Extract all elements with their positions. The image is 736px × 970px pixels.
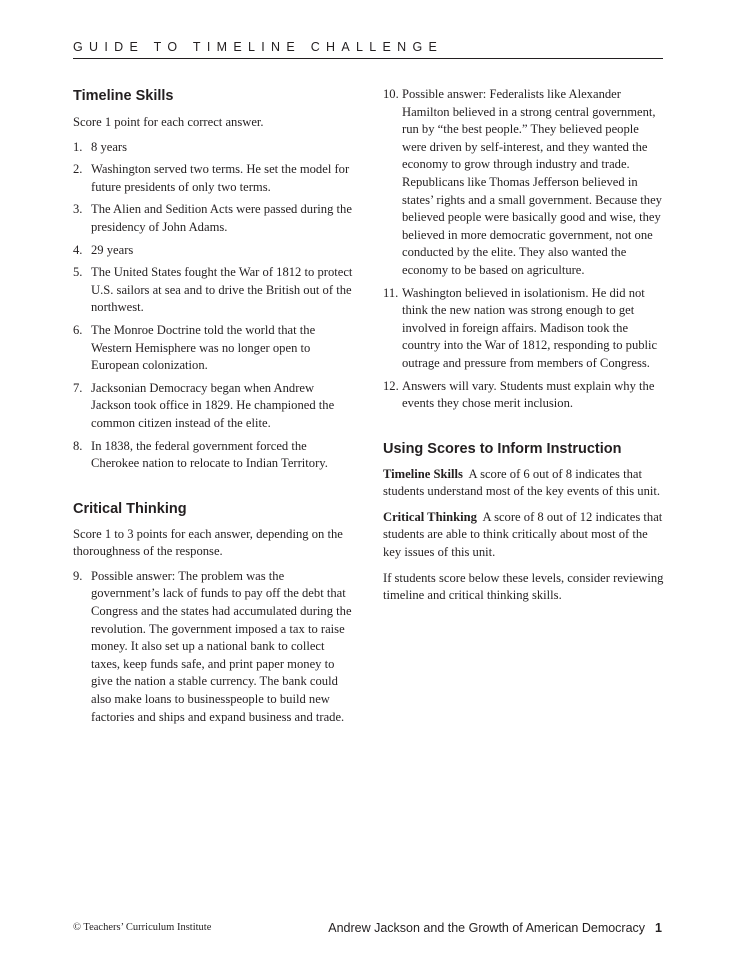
item-number: 1.: [73, 139, 83, 154]
critical-thinking-intro: Score 1 to 3 points for each answer, depending on the thoroughness of the response.: [73, 526, 343, 559]
score-paragraph-critical: [383, 509, 665, 562]
item-number: 7.: [73, 380, 83, 395]
item-text: Washington served two terms. He set the model for future presidents of only two terms.: [91, 162, 350, 194]
item-text: Answers will vary. Students must explain why the events they chose merit inclusion.: [402, 378, 655, 411]
item-text: In 1838, the federal government forced the Cherokee nation to relocate to Indian Territory.: [91, 438, 328, 471]
item-text: Jacksonian Democracy began when Andrew Jackson took office in 1829. He championed the common citizen instead of the elite.: [91, 380, 335, 430]
item-text: 8 years: [91, 139, 128, 154]
right-column: [383, 86, 665, 605]
timeline-skills-list: [73, 139, 355, 473]
item-number: 10.: [383, 87, 399, 101]
timeline-skills-heading: Timeline Skills: [73, 88, 174, 104]
item-number: 8.: [73, 438, 83, 453]
list-item: [73, 264, 355, 317]
item-text: Possible answer: Federalists like Alexander Hamilton believed in a strong central government, run by “the best people.” They believed people were driven by self-interest, and they wanted the economy to grow through industry and trade. Republicans like Thomas Jefferson believed in states’ rights and a small government. Because they believed people were basically good and wise, they believed in more democratic government, not one conducted by the elite. They also wanted the economy to be based on agriculture.: [402, 87, 662, 277]
score-paragraph-text: A score of 8 out of 12 indicates that students are able to think critically about most of the key issues of this unit.: [383, 509, 663, 560]
copyright-notice: © Teachers’ Curriculum Institute: [73, 922, 212, 933]
item-number: 9.: [73, 568, 83, 583]
score-paragraph-text: A score of 6 out of 8 indicates that students understand most of the key events of this unit.: [383, 466, 661, 499]
list-item: [73, 201, 355, 236]
score-paragraph-remediation: [383, 570, 665, 605]
score-paragraph-timeline: [383, 466, 665, 501]
list-item: [73, 568, 355, 726]
score-paragraph-text: If students score below these levels, consider reviewing timeline and critical thinking skills.: [383, 570, 664, 603]
book-title: Andrew Jackson and the Growth of American Democracy: [328, 921, 646, 935]
item-text: The United States fought the War of 1812 to protect U.S. sailors at sea and to drive the British out of the northwest.: [91, 265, 353, 315]
item-text: Possible answer: The problem was the government’s lack of funds to pay off the debt that Congress and the states had accumulated during the revolution. The government imposed a tax to raise money. It also set up a national bank to collect taxes, keep funds safe, and print paper money to give the nation a stable currency. The bank could also make loans to businesspeople to build new factories and ships and expand business and trade.: [91, 568, 352, 724]
list-item: [73, 438, 355, 473]
running-footer: [328, 921, 662, 935]
list-item: [73, 161, 355, 196]
critical-thinking-heading: Critical Thinking: [73, 500, 187, 517]
item-number: 11.: [383, 285, 399, 300]
item-text: The Alien and Sedition Acts were passed during the presidency of John Adams.: [91, 202, 352, 234]
item-text: 29 years: [91, 242, 134, 257]
item-text: The Monroe Doctrine told the world that the Western Hemisphere was no longer open to European colonization.: [91, 322, 316, 373]
item-number: 2.: [73, 162, 83, 177]
item-text: Washington believed in isolationism. He did not think the new nation was strong enough to get involved in foreign affairs. Madison took the country into the War of 1812, responding to public outrage and pressure from members of Congress.: [402, 285, 658, 370]
list-item: [73, 380, 355, 433]
list-item: [73, 242, 355, 260]
list-item: [383, 378, 665, 413]
item-number: 6.: [73, 322, 83, 337]
item-number: 4.: [73, 242, 83, 257]
item-number: 3.: [73, 202, 83, 217]
list-item: [73, 139, 355, 157]
left-column: [73, 86, 355, 726]
score-paragraph-lead: Critical Thinking: [383, 509, 477, 524]
using-scores-heading: Using Scores to Inform Instruction: [383, 440, 622, 457]
timeline-skills-intro: Score 1 point for each correct answer.: [73, 115, 264, 129]
score-paragraph-lead: Timeline Skills: [383, 466, 463, 481]
list-item: [73, 322, 355, 375]
page-number: 1: [655, 921, 662, 935]
list-item: [383, 285, 665, 373]
header-rule: [73, 58, 663, 59]
list-item: [383, 86, 665, 280]
item-number: 12.: [383, 378, 399, 393]
running-header: GUIDE TO TIMELINE CHALLENGE: [73, 40, 444, 54]
item-number: 5.: [73, 265, 83, 280]
